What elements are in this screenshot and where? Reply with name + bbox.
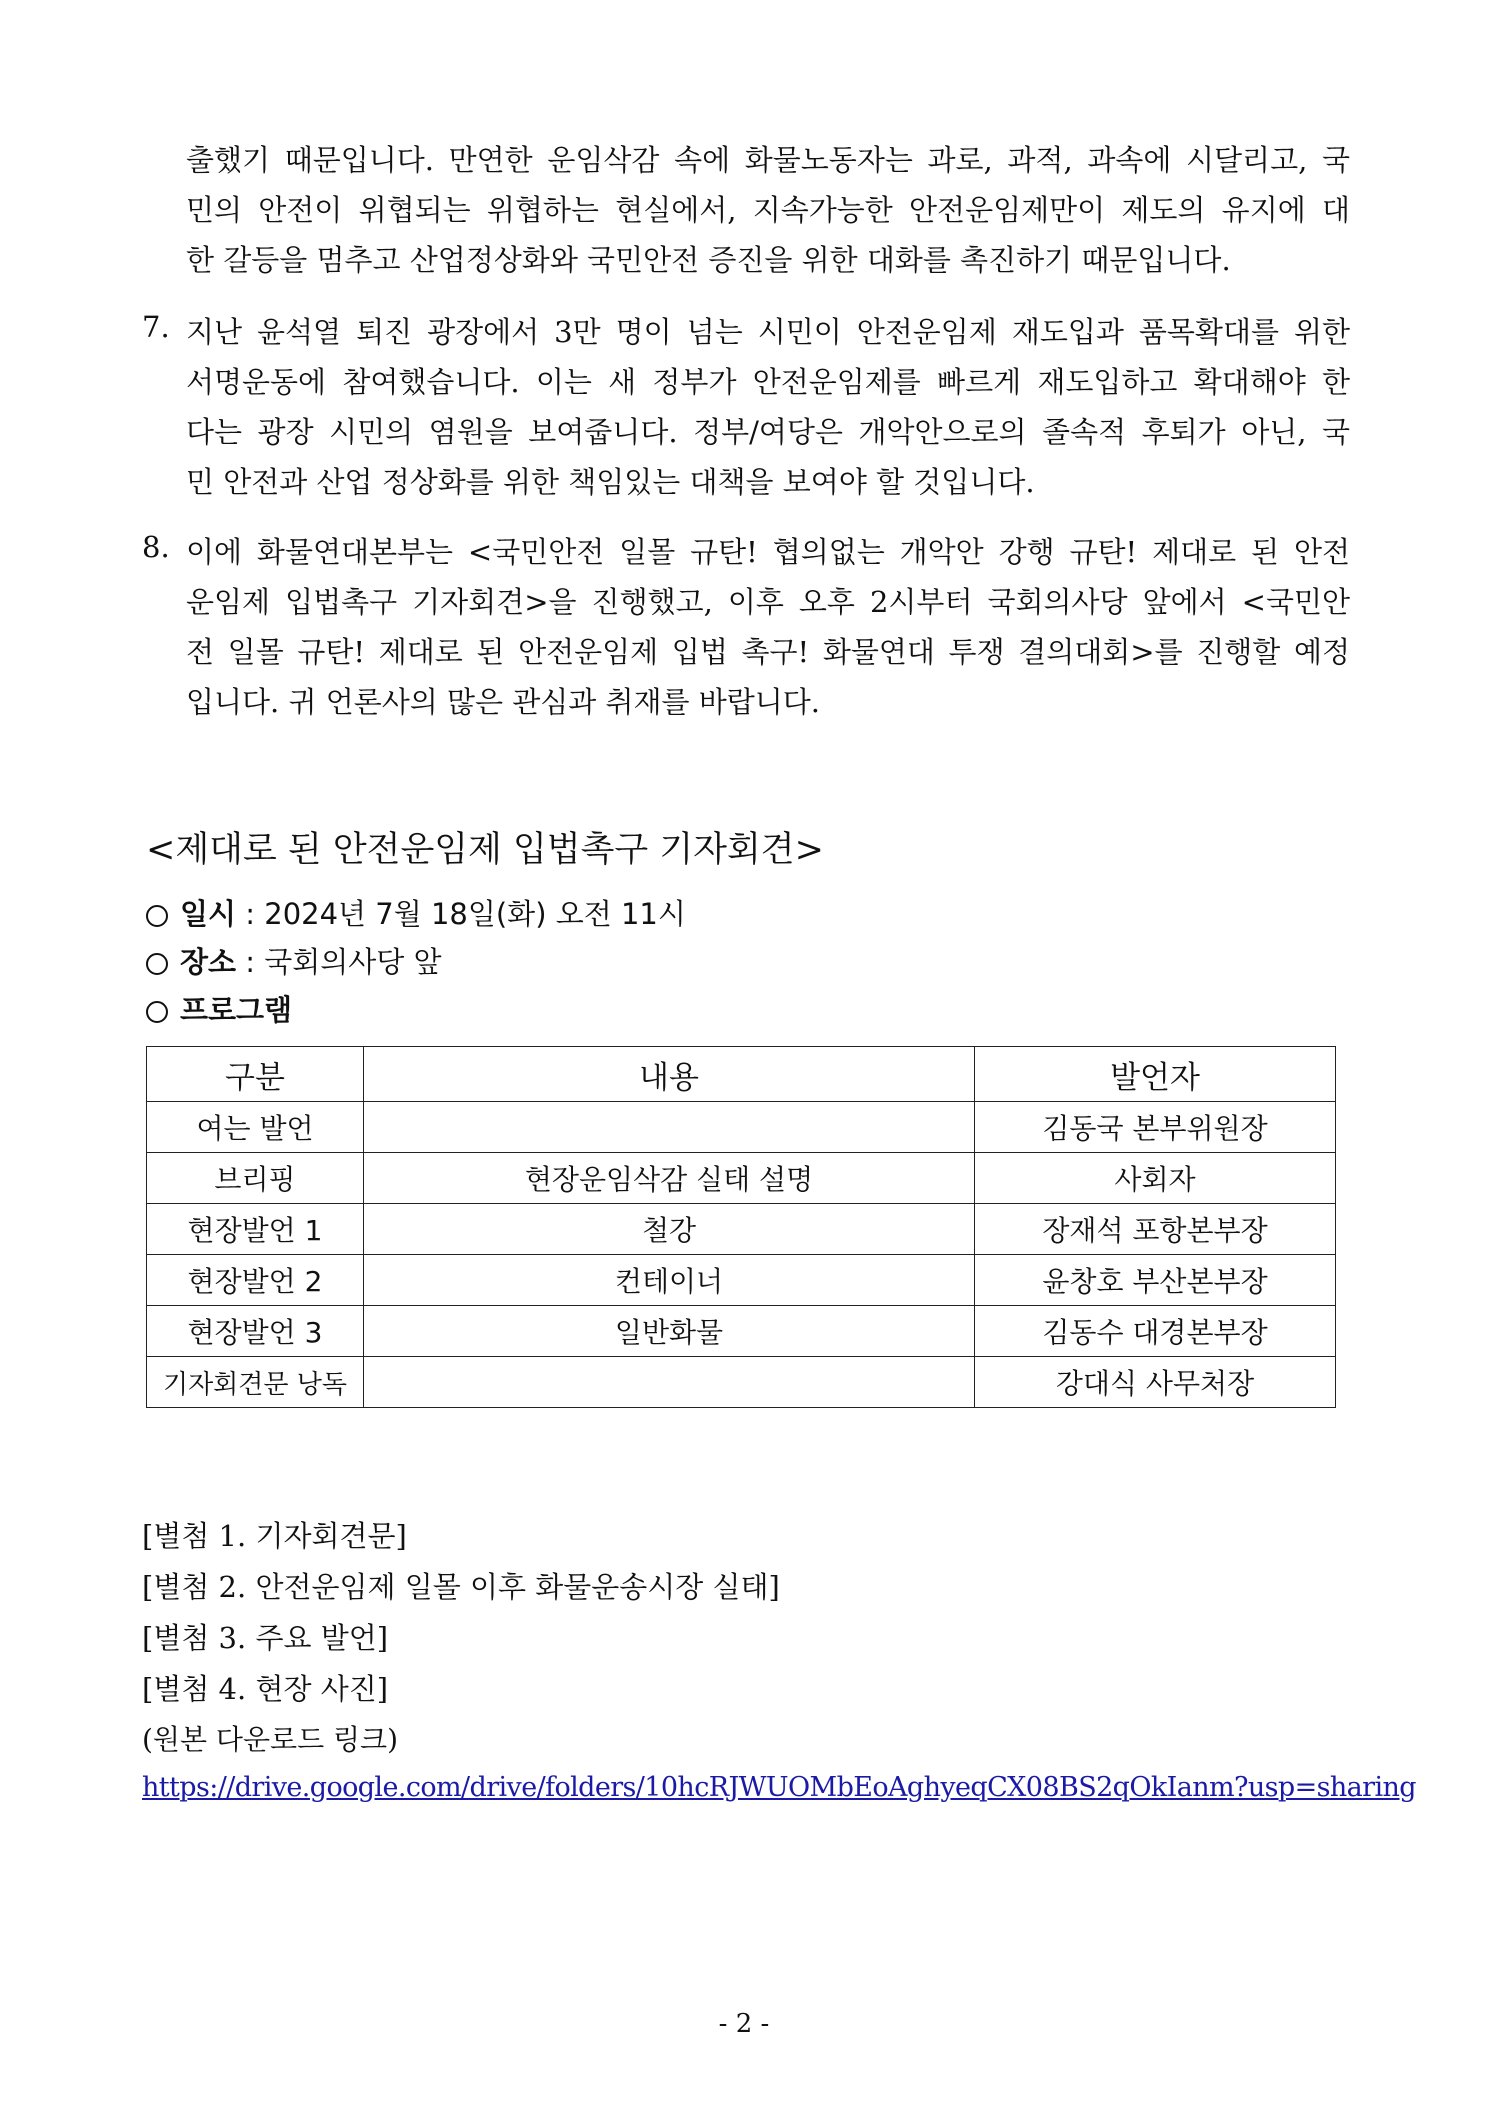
row-content: 철강 xyxy=(364,1204,975,1255)
program-info xyxy=(146,988,292,1029)
attachment-1: [별첨 1. 기자회견문] xyxy=(142,1519,407,1553)
table-row xyxy=(147,1357,1336,1408)
row-speaker: 사회자 xyxy=(975,1153,1336,1204)
row-category: 여는 발언 xyxy=(147,1102,364,1153)
page-number: - 2 - xyxy=(718,2009,770,2039)
para6-line-3: 한 갈등을 멈추고 산업정상화와 국민안전 증진을 위한 대화를 촉진하기 때문입니다. xyxy=(186,243,1231,277)
header-category: 구분 xyxy=(147,1047,364,1102)
place-value: : 국회의사당 앞 xyxy=(236,945,442,979)
para6-line-1: 출했기 때문입니다. 만연한 운임삭감 속에 화물노동자는 과로, 과적, 과속에 시달리고, 국 xyxy=(186,143,1350,177)
para8-line-3: 전 일몰 규탄! 제대로 된 안전운임제 입법 촉구! 화물연대 투쟁 결의대회>를 진행할 예정 xyxy=(186,635,1350,669)
circle-bullet-icon xyxy=(146,905,168,927)
para6-line-2: 민의 안전이 위협되는 위협하는 현실에서, 지속가능한 안전운임제만이 제도의 유지에 대 xyxy=(186,193,1350,227)
row-speaker: 윤창호 부산본부장 xyxy=(975,1255,1336,1306)
place-label: 장소 xyxy=(180,945,237,979)
para7-line-1: 지난 윤석열 퇴진 광장에서 3만 명이 넘는 시민이 안전운임제 재도입과 품목확대를 위한 xyxy=(186,315,1350,349)
date-value: : 2024년 7월 18일(화) 오전 11시 xyxy=(236,897,686,931)
row-content: 컨테이너 xyxy=(364,1255,975,1306)
row-content: 일반화물 xyxy=(364,1306,975,1357)
row-content xyxy=(364,1102,975,1153)
row-category: 현장발언 2 xyxy=(147,1255,364,1306)
row-speaker: 장재석 포항본부장 xyxy=(975,1204,1336,1255)
circle-bullet-icon xyxy=(146,953,168,975)
row-speaker: 강대식 사무처장 xyxy=(975,1357,1336,1408)
attachment-3: [별첨 3. 주요 발언] xyxy=(142,1621,389,1655)
table-row xyxy=(147,1306,1336,1357)
circle-bullet-icon xyxy=(146,1001,168,1023)
section-title: <제대로 된 안전운임제 입법촉구 기자회견> xyxy=(146,830,824,870)
row-category: 기자회견문 낭독 xyxy=(147,1357,364,1408)
item-number: 8. xyxy=(142,530,170,564)
header-content: 내용 xyxy=(364,1047,975,1102)
table-header-row xyxy=(147,1047,1336,1102)
para8-line-1: 이에 화물연대본부는 <국민안전 일몰 규탄! 협의없는 개악안 강행 규탄! 제대로 된 안전 xyxy=(186,535,1350,569)
date-info xyxy=(146,892,686,933)
row-category: 현장발언 1 xyxy=(147,1204,364,1255)
row-category: 브리핑 xyxy=(147,1153,364,1204)
program-table xyxy=(146,1046,1336,1408)
row-speaker: 김동국 본부위원장 xyxy=(975,1102,1336,1153)
table-row xyxy=(147,1255,1336,1306)
row-content xyxy=(364,1357,975,1408)
place-info xyxy=(146,940,442,981)
row-content: 현장운임삭감 실태 설명 xyxy=(364,1153,975,1204)
attachment-4: [별첨 4. 현장 사진] xyxy=(142,1672,389,1706)
item-number: 7. xyxy=(142,310,170,344)
download-link[interactable]: https://drive.google.com/drive/folders/10hcRJWUOMbEoAghyeqCX08BS2qOkIanm?usp=sharing xyxy=(142,1772,1416,1803)
row-speaker: 김동수 대경본부장 xyxy=(975,1306,1336,1357)
para8-line-2: 운임제 입법촉구 기자회견>을 진행했고, 이후 오후 2시부터 국회의사당 앞에서 <국민안 xyxy=(186,585,1350,619)
para7-line-3: 다는 광장 시민의 염원을 보여줍니다. 정부/여당은 개악안으로의 졸속적 후퇴가 아닌, 국 xyxy=(186,415,1350,449)
row-category: 현장발언 3 xyxy=(147,1306,364,1357)
table-row xyxy=(147,1102,1336,1153)
attachment-2: [별첨 2. 안전운임제 일몰 이후 화물운송시장 실태] xyxy=(142,1570,780,1604)
table-row xyxy=(147,1153,1336,1204)
table-row xyxy=(147,1204,1336,1255)
header-speaker: 발언자 xyxy=(975,1047,1336,1102)
download-link-label: (원본 다운로드 링크) xyxy=(142,1723,399,1756)
para7-line-4: 민 안전과 산업 정상화를 위한 책임있는 대책을 보여야 할 것입니다. xyxy=(186,465,1035,499)
date-label: 일시 xyxy=(180,897,237,931)
para8-line-4: 입니다. 귀 언론사의 많은 관심과 취재를 바랍니다. xyxy=(186,685,821,719)
program-label: 프로그램 xyxy=(180,993,293,1027)
para7-line-2: 서명운동에 참여했습니다. 이는 새 정부가 안전운임제를 빠르게 재도입하고 확대해야 한 xyxy=(186,365,1350,399)
